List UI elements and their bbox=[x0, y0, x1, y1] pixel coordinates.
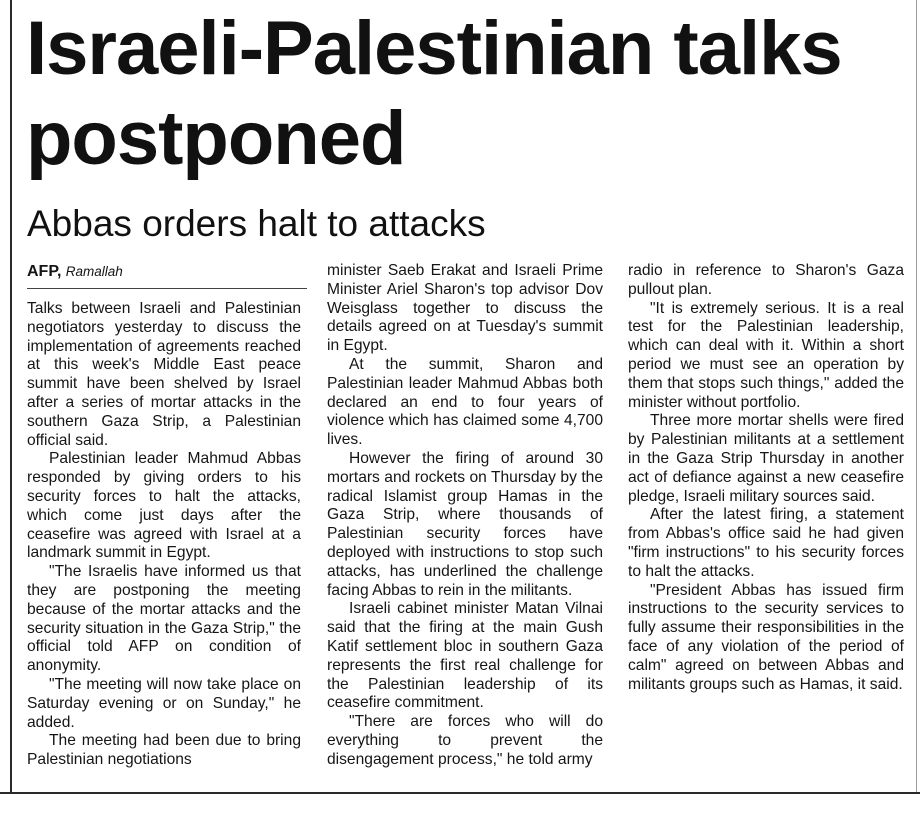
right-border-rule bbox=[916, 0, 917, 792]
paragraph: Israeli cabinet minister Matan Vilnai said that the firing at the main Gush Katif settlement bloc in southern Gaza represents the first real challenge for the Palestinian leadership of its ceasefire commitment. bbox=[327, 600, 603, 712]
paragraph: "President Abbas has issued firm instructions to the security services to fully assume their responsibilities in the face of any violation of the period of calm" agreed on between Abbas and militants groups such as Hamas, it said. bbox=[628, 581, 904, 693]
paragraph: The meeting had been due to bring Palestinian negotiations bbox=[27, 732, 301, 769]
paragraph: After the latest firing, a statement from Abbas's office said he had given "firm instructions" to his security forces to halt the attacks. bbox=[628, 506, 904, 580]
article-column-1 bbox=[27, 300, 301, 770]
paragraph: "There are forces who will do everything to prevent the disengagement process," he told army bbox=[327, 713, 603, 768]
subheadline: Abbas orders halt to attacks bbox=[27, 203, 486, 244]
byline-agency: AFP, bbox=[27, 263, 62, 280]
left-border-rule bbox=[10, 0, 12, 792]
byline bbox=[27, 262, 307, 289]
byline-location: Ramallah bbox=[65, 264, 123, 279]
article-column-2 bbox=[327, 262, 603, 770]
paragraph: Palestinian leader Mahmud Abbas responded by giving orders to his security forces to halt the attacks, which come just days after the ceasefire was agreed with Israel at a landmark summit in Egypt. bbox=[27, 450, 301, 562]
article-column-3 bbox=[628, 262, 904, 694]
bottom-border-rule bbox=[0, 792, 920, 794]
paragraph: At the summit, Sharon and Palestinian leader Mahmud Abbas both declared an end to four years of violence which has claimed some 4,700 lives. bbox=[327, 355, 603, 449]
paragraph: "The meeting will now take place on Saturday evening or on Sunday," he added. bbox=[27, 675, 301, 731]
paragraph: However the firing of around 30 mortars and rockets on Thursday by the radical Islamist group Hamas in the Gaza Strip, where thousands of Palestinian security forces have deployed with instructions to stop such attacks, has underlined the challenge facing Abbas to rein in the militants. bbox=[327, 449, 603, 599]
paragraph: minister Saeb Erakat and Israeli Prime Minister Ariel Sharon's top advisor Dov Weisglass together to discuss the details agreed on at Tuesday's summit in Egypt. bbox=[327, 262, 603, 355]
paragraph: Three more mortar shells were fired by Palestinian militants at a settlement in the Gaza Strip Thursday in another act of defiance against a new ceasefire pledge, Israeli military sources said. bbox=[628, 412, 904, 505]
paragraph: "The Israelis have informed us that they are postponing the meeting because of the mortar attacks and the security situation in the Gaza Strip," the official told AFP on condition of anonymity. bbox=[27, 563, 301, 675]
paragraph: "It is extremely serious. It is a real test for the Palestinian leadership, which can deal with it. Within a short period we must see an operation by them that stops such things," added the minister without portfolio. bbox=[628, 299, 904, 411]
headline: Israeli-Palestinian talks postponed bbox=[26, 6, 842, 181]
paragraph: Talks between Israeli and Palestinian negotiators yesterday to discuss the implementation of agreements reached at this week's Middle East peace summit have been shelved by Israel after a series of mortar attacks in the southern Gaza Strip, a Palestinian official said. bbox=[27, 300, 301, 449]
paragraph: radio in reference to Sharon's Gaza pullout plan. bbox=[628, 262, 904, 298]
